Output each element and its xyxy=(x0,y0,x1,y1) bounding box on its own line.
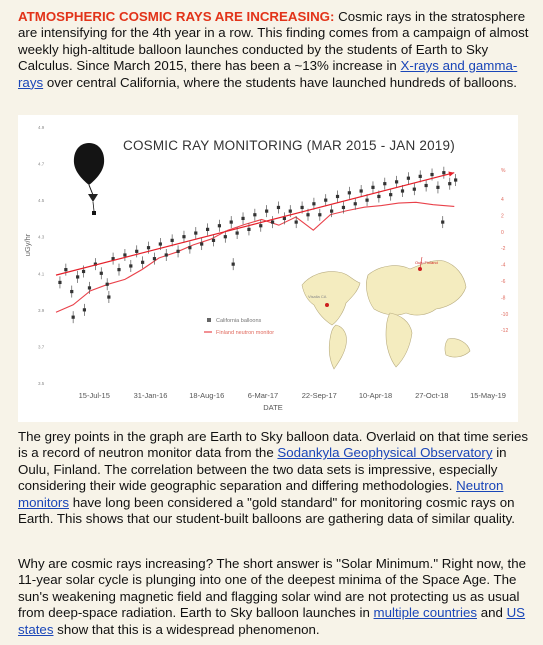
balloon-data-point xyxy=(271,220,274,223)
y-tick-label: 4.1 xyxy=(38,271,45,277)
balloon-data-point xyxy=(354,202,357,205)
balloon-data-point xyxy=(188,246,191,249)
balloon-data-point xyxy=(165,253,168,256)
balloon-data-point xyxy=(448,182,451,185)
x-tick-label: 10-Apr-18 xyxy=(358,391,393,400)
balloon-data-point xyxy=(377,195,380,198)
trend-line xyxy=(56,173,454,275)
balloon-data-point xyxy=(306,213,309,216)
balloon-data-point xyxy=(360,189,363,192)
y2-tick-label: -2 xyxy=(501,246,506,253)
chart-svg xyxy=(18,115,518,422)
balloon-data-point xyxy=(232,263,235,266)
balloon-data-point xyxy=(430,173,433,176)
y-axis-label: uGy/hr xyxy=(23,233,32,257)
balloon-data-point xyxy=(342,206,345,209)
balloon-data-point xyxy=(441,220,444,223)
map-label-visalia: Visalia CA xyxy=(308,294,327,299)
y-tick-label: 3.9 xyxy=(38,307,45,313)
y-tick-label: 4.7 xyxy=(38,161,45,167)
balloon-data-point xyxy=(100,272,103,275)
balloon-data-point xyxy=(300,206,303,209)
balloon-data-point xyxy=(176,250,179,253)
solar-minimum-paragraph xyxy=(18,556,530,638)
y-tick-label: 4.3 xyxy=(38,234,45,240)
x-tick-label: 15-May-19 xyxy=(470,391,506,400)
y2-tick-label: -4 xyxy=(501,262,506,269)
neutron-monitors-link[interactable]: Neutron monitors xyxy=(18,478,504,510)
y2-tick-label: -10 xyxy=(501,311,509,318)
y2-tick-label: % xyxy=(501,168,506,174)
balloon-data-point xyxy=(58,281,61,284)
balloon-data-point xyxy=(218,224,221,227)
balloon-data-point xyxy=(123,253,126,256)
x-tick-label: 6-Mar-17 xyxy=(247,391,279,400)
balloon-data-point xyxy=(159,242,162,245)
balloon-data-point xyxy=(259,224,262,227)
solar-minimum-text-2: and xyxy=(477,605,507,621)
balloon-data-point xyxy=(425,184,428,187)
balloon-data-point xyxy=(324,199,327,202)
sodankyla-observatory-link[interactable]: Sodankyla Geophysical Observatory xyxy=(277,445,493,461)
balloon-data-point xyxy=(389,193,392,196)
solar-minimum-text: Why are cosmic rays increasing? The short answer is "Solar Minimum." Right now, the 11-year solar cycle is plunging into one of the deepest minima of the Space Age. The sun's weakening magnetic field and flagging solar wind are not protecting us as usual from deep-space radiation. Earth to Sky balloon launches in xyxy=(18,556,527,621)
balloon-data-point xyxy=(348,191,351,194)
balloon-data-point xyxy=(318,213,321,216)
balloon-data-point xyxy=(106,283,109,286)
balloon-data-point xyxy=(241,217,244,220)
balloon-data-point xyxy=(283,217,286,220)
balloon-data-point xyxy=(253,213,256,216)
y2-tick-label: 4 xyxy=(501,197,504,203)
x-axis-label: DATE xyxy=(263,403,283,412)
headline: ATMOSPHERIC COSMIC RAYS ARE INCREASING: xyxy=(18,9,335,24)
balloon-data-point xyxy=(200,242,203,245)
balloon-data-point xyxy=(224,235,227,238)
balloon-data-point xyxy=(72,316,75,319)
legend-label-balloons: California balloons xyxy=(216,318,262,324)
y-tick-label: 3.7 xyxy=(38,344,45,350)
balloon-data-point xyxy=(82,270,85,273)
balloon-data-point xyxy=(212,239,215,242)
balloon-data-point xyxy=(83,308,86,311)
balloon-data-point xyxy=(129,264,132,267)
balloon-data-point xyxy=(371,186,374,189)
balloon-data-point xyxy=(236,231,239,234)
balloon-data-point xyxy=(330,210,333,213)
balloon-data-point xyxy=(436,186,439,189)
cosmic-ray-chart xyxy=(18,115,518,422)
balloon-data-point xyxy=(419,175,422,178)
balloon-data-point xyxy=(395,180,398,183)
balloon-data-point xyxy=(401,189,404,192)
balloon-data-point xyxy=(64,268,67,271)
x-tick-label: 31-Jan-16 xyxy=(133,391,168,400)
balloon-data-point xyxy=(88,286,91,289)
balloon-data-point xyxy=(247,228,250,231)
balloon-data-point xyxy=(70,290,73,293)
y-tick-label: 4.9 xyxy=(38,125,45,130)
balloon-data-point xyxy=(206,228,209,231)
balloon-data-point xyxy=(194,231,197,234)
balloon-data-point xyxy=(413,188,416,191)
correlation-text-2: in Oulu, Finland. The correlation between the two data sets is impressive, especially considering their wide geographic separation and differing methodologies. xyxy=(18,445,507,494)
legend-marker-balloons xyxy=(207,318,211,322)
y2-tick-label: -8 xyxy=(501,295,506,302)
balloon-data-point xyxy=(442,171,445,174)
balloon-data-point xyxy=(312,202,315,205)
x-tick-label: 22-Sep-17 xyxy=(301,391,337,400)
balloon-data-point xyxy=(365,199,368,202)
correlation-text: The grey points in the graph are Earth to Sky balloon data. Overlaid on that time series is a record of neutron monitor data from the xyxy=(18,429,528,461)
balloon-data-point xyxy=(289,210,292,213)
world-map-inset xyxy=(302,257,470,369)
multiple-countries-link[interactable]: multiple countries xyxy=(373,605,477,621)
balloon-data-point xyxy=(230,220,233,223)
balloon-data-point xyxy=(141,261,144,264)
balloon-data-point xyxy=(117,268,120,271)
x-tick-label: 18-Aug-16 xyxy=(189,391,225,400)
balloon-data-point xyxy=(182,235,185,238)
balloon-illustration xyxy=(74,143,104,215)
intro-text-end: over central California, where the students have launched hundreds of balloons. xyxy=(43,74,517,90)
balloon-data-point xyxy=(383,182,386,185)
x-tick-label: 27-Oct-18 xyxy=(415,391,449,400)
balloon-data-point xyxy=(135,250,138,253)
balloon-data-point xyxy=(153,257,156,260)
balloon-data-point xyxy=(277,206,280,209)
balloon-data-point xyxy=(407,177,410,180)
trend-arrowhead xyxy=(448,172,454,177)
balloon-data-point xyxy=(147,246,150,249)
correlation-paragraph xyxy=(18,429,530,527)
balloon-data-point xyxy=(454,178,457,181)
intro-text: Cosmic rays in the stratosphere are intensifying for the 4th year in a row. This finding comes from a campaign of almost weekly high-altitude balloon launches conducted by the students of Earth to Sky Calculus. Since March 2015, there has been a ~13% increase in xyxy=(18,9,529,74)
balloon-data-point xyxy=(336,195,339,198)
balloon-data-point xyxy=(265,210,268,213)
intro-paragraph xyxy=(18,9,530,91)
balloon-data-point xyxy=(295,220,298,223)
y-tick-label: 3.5 xyxy=(38,381,45,386)
xrays-gammarays-link[interactable]: X-rays and gamma-rays xyxy=(18,58,518,90)
y-tick-label: 4.5 xyxy=(38,198,45,204)
chart-title: COSMIC RAY MONITORING (MAR 2015 - JAN 2019) xyxy=(123,138,455,153)
y2-tick-label: -6 xyxy=(501,279,506,285)
balloon-data-point xyxy=(171,239,174,242)
x-tick-label: 15-Jul-15 xyxy=(78,391,110,400)
solar-minimum-text-3: show that this is a widespread phenomenon. xyxy=(53,621,320,637)
y2-tick-label: 0 xyxy=(501,229,504,236)
legend-label-neutron: Finland neutron monitor xyxy=(216,330,275,336)
map-label-oulu: Oulu Finland xyxy=(415,260,438,265)
us-states-link[interactable]: US states xyxy=(18,605,526,637)
balloon-data-point xyxy=(76,275,79,278)
y2-tick-label: -12 xyxy=(501,328,509,335)
correlation-text-3: have long been considered a "gold standard" for monitoring cosmic rays on Earth. This shows that our student-built balloons are gathering data of similar quality. xyxy=(18,494,515,527)
y2-tick-label: 2 xyxy=(501,213,504,220)
balloon-data-point xyxy=(107,295,110,298)
